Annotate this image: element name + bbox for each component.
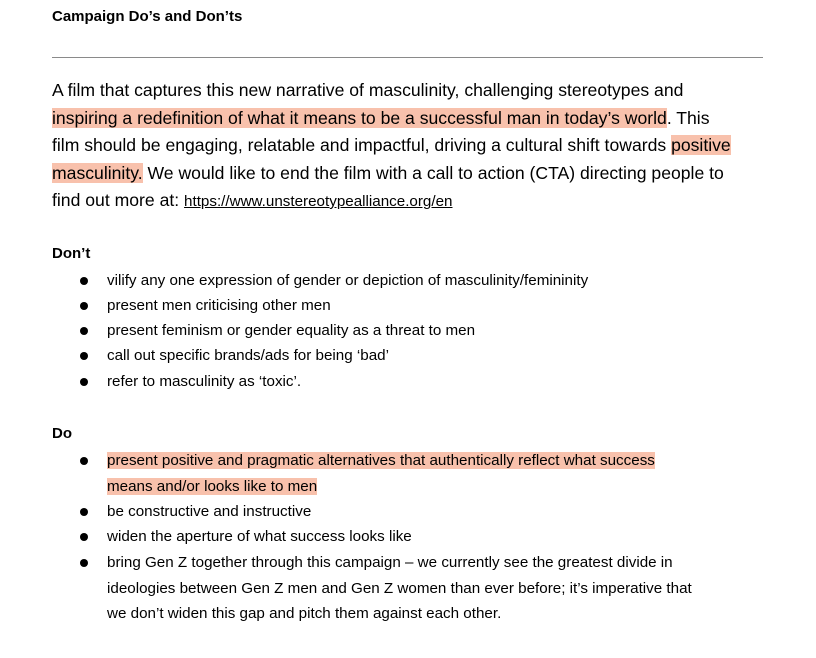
intro-line [52,160,770,188]
bullet-icon [80,302,88,310]
list-item-text: be constructive and instructive [107,503,312,520]
do-heading: Do [52,425,72,442]
intro-text: We would like to end the film with a call to action (CTA) directing people to [142,162,724,183]
intro-line [52,187,770,215]
dont-heading: Don’t [52,245,91,262]
cta-link[interactable]: https://www.unstereotypealliance.org/en [184,193,453,210]
highlighted-text: present positive and pragmatic alternatives that authentically reflect what success [107,452,655,469]
list-item-text: call out specific brands/ads for being ‘bad’ [107,347,389,364]
list-item-text: refer to masculinity as ‘toxic’. [107,373,302,390]
intro-line [52,132,770,160]
intro-text: film should be engaging, relatable and impactful, driving a cultural shift towards [52,135,672,155]
bullet-icon [80,277,88,285]
highlighted-text: inspiring a redefinition of what it means to be a successful man in today’s world [52,107,667,128]
list-item-text: vilify any one expression of gender or depiction of masculinity/femininity [107,272,589,289]
highlighted-text: positive [671,135,731,155]
bullet-icon [80,457,88,465]
horizontal-rule [52,57,763,58]
bullet-icon [80,327,88,335]
bullet-icon [80,508,88,516]
list-item-text: widen the aperture of what success looks like [107,528,412,545]
highlighted-text: masculinity. [52,162,143,183]
intro-line [52,77,770,105]
intro-line [52,105,770,133]
bullet-icon [80,533,88,541]
bullet-icon [80,352,88,360]
list-item-text: present feminism or gender equality as a threat to men [107,322,476,339]
list-item-line: bring Gen Z together through this campaign – we currently see the greatest divide in [107,554,673,571]
intro-paragraph [52,77,770,215]
list-item-text [107,448,655,499]
document-title: Campaign Do’s and Don’ts [52,8,243,25]
list-item-text [107,550,692,627]
intro-text: . This [666,107,710,128]
bullet-icon [80,378,88,386]
intro-text: A film that captures this new narrative of masculinity, challenging stereotypes and [52,80,684,100]
bullet-icon [80,559,88,567]
intro-text: find out more at: [52,190,185,210]
list-item-text: present men criticising other men [107,297,331,314]
list-item-line: we don’t widen this gap and pitch them against each other. [107,605,502,622]
list-item-line: ideologies between Gen Z men and Gen Z women than ever before; it’s imperative that [107,579,692,597]
highlighted-text: means and/or looks like to men [107,477,318,495]
